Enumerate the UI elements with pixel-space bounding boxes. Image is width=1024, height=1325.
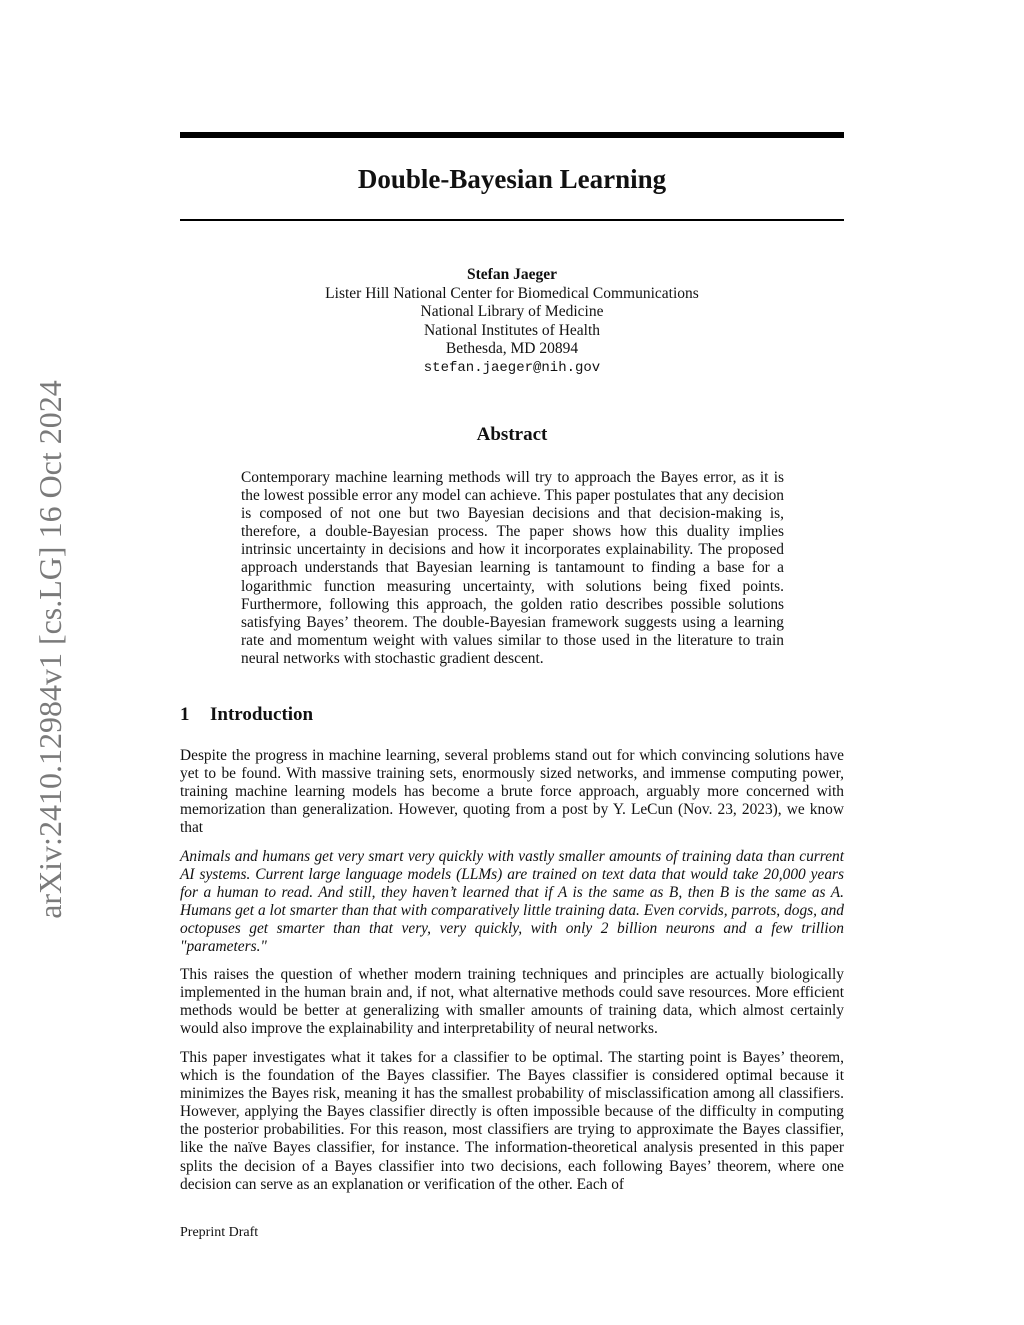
abstract-text: Contemporary machine learning methods will try to approach the Bayes error, as it is the lowest possible error any model can achieve. This paper postulates that any decision is composed of not one but two Bayesian decisions and that decision-making is, therefore, a double-Bayesian process. The paper shows how this duality implies intrinsic uncertainty in decisions and how it incorporates explainability. The proposed approach understands that Bayesian learning is tantamount to finding a base for a logarithmic function measuring uncertainty, with solutions being fixed points. Furthermore, following this approach, the golden ratio describes possible solutions satisfying Bayes’ theorem. The double-Bayesian framework suggests using a learning rate and momentum weight with values similar to those used in the literature to train neural networks with stochastic gradient descent. xyxy=(241,469,784,667)
arxiv-identifier-stamp[interactable]: arXiv:2410.12984v1 [cs.LG] 16 Oct 2024 xyxy=(32,380,68,919)
intro-paragraph-3: This paper investigates what it takes for a classifier to be optimal. The starting point is Bayes’ theorem, which is the foundation of the Bayes classifier. The Bayes classifier is considered optimal because it minimizes the Bayes risk, meaning it has the smallest probability of misclassification among all classifiers. However, applying the Bayes classifier directly is often impossible because of the difficulty in computing the posterior probabilities. For this reason, most classifiers are trying to approximate the Bayes classifier, like the naïve Bayes classifier, for instance. The information-theoretical analysis presented in this paper splits the decision of a Bayes classifier into two decisions, each following Bayes’ theorem, where one decision can serve as an explanation or verification of the other. Each of xyxy=(180,1049,844,1193)
page-footer: Preprint Draft xyxy=(180,1225,259,1240)
author-email[interactable]: stefan.jaeger@nih.gov xyxy=(423,359,601,376)
intro-paragraph-2: This raises the question of whether modern training techniques and principles are actually biologically implemented in the human brain and, if not, what alternative methods could save resources. More efficient methods would be better at generalizing with smaller amounts of training data, which almost certainly would also improve the explainability and interpretability of neural networks. xyxy=(180,966,844,1038)
affiliation-line: Lister Hill National Center for Biomedical Communications xyxy=(325,284,699,302)
section-heading-introduction xyxy=(180,704,313,726)
section-number: 1 xyxy=(180,704,190,725)
title-rule-top xyxy=(180,132,844,138)
intro-paragraph-1: Despite the progress in machine learning, several problems stand out for which convincing solutions have yet to be found. With massive training sets, enormously sized networks, and immense computing power, training machine learning models has become a brute force approach, arguably more concerned with memorization than generalization. However, quoting from a post by Y. LeCun (Nov. 23, 2023), we know that xyxy=(180,747,844,837)
affiliation-line: Bethesda, MD 20894 xyxy=(445,340,579,357)
title-rule-bottom xyxy=(180,219,844,221)
affiliation-line: National Library of Medicine xyxy=(420,303,604,320)
abstract-heading: Abstract xyxy=(476,424,548,445)
lecun-quote: Animals and humans get very smart very quickly with vastly smaller amounts of training data than current AI systems. Current large language models (LLMs) are trained on text data that would take 20,000 years for a human to read. And still, they haven’t learned that if A is the same as B, then B is the same as A. Humans get a lot smarter than that with comparatively little training data. Even corvids, parrots, dogs, and octopuses get smarter than that very, very quickly, with only 2 billion neurons and a few trillion "parameters." xyxy=(180,848,844,956)
paper-title: Double-Bayesian Learning xyxy=(357,164,667,194)
affiliation-line: National Institutes of Health xyxy=(423,321,601,339)
section-title: Introduction xyxy=(210,704,314,725)
author-block xyxy=(180,266,844,377)
author-name: Stefan Jaeger xyxy=(467,266,557,283)
